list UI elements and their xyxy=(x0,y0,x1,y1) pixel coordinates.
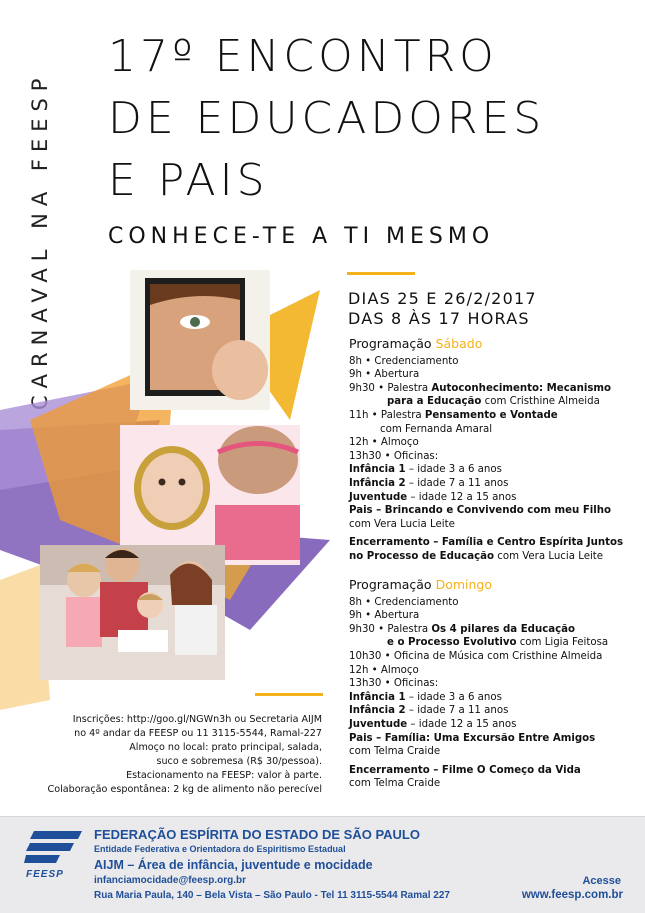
sat-item: 11h • Palestra Pensamento e Vontade xyxy=(349,409,558,421)
title-line-1: 17º ENCONTRO xyxy=(108,31,498,82)
dates-line-2: DAS 8 ÀS 17 HORAS xyxy=(348,309,530,328)
feesp-logo-text: FEESP xyxy=(26,869,64,880)
baby-head xyxy=(218,426,298,494)
sun-item: com Telma Craide xyxy=(349,746,441,758)
event-dates xyxy=(348,289,537,329)
sun-item: Pais – Família: Uma Excursão Entre Amigos xyxy=(349,732,596,744)
title-line-3: E PAIS xyxy=(108,155,269,206)
sunday-heading: Programação Domingo xyxy=(349,577,493,592)
sat-item: 9h • Abertura xyxy=(349,369,420,381)
sat-item: Infância 2 – idade 7 a 11 anos xyxy=(349,477,509,489)
book xyxy=(118,630,168,652)
feesp-logo-icon xyxy=(24,829,84,869)
sun-item: 8h • Credenciamento xyxy=(349,596,459,608)
baby-face-reflection xyxy=(141,453,203,523)
registration-line: Estacionamento na FEESP: valor à parte. xyxy=(126,770,322,781)
registration-line: suco e sobremesa (R$ 30/pessoa). xyxy=(156,756,322,767)
sun-item: 9h • Abertura xyxy=(349,610,420,622)
event-title xyxy=(108,26,545,212)
child-shirt-left xyxy=(66,597,102,647)
sat-item: Juventude – idade 12 a 15 anos xyxy=(349,491,517,503)
sun-item: Infância 2 – idade 7 a 11 anos xyxy=(349,705,509,717)
org-subtitle: Entidade Federativa e Orientadora do Espiritismo Estadual xyxy=(94,844,346,854)
website-link[interactable]: www.feesp.com.br xyxy=(521,889,623,901)
event-subtitle: CONHECE-TE A TI MESMO xyxy=(108,224,495,249)
sun-item: 9h30 • Palestra Os 4 pilares da Educação xyxy=(349,623,576,635)
baby-eye-left xyxy=(159,479,166,486)
sun-item: e o Processo Evolutivo com Ligia Feitosa xyxy=(387,637,609,649)
sun-item: com Telma Craide xyxy=(349,778,441,790)
registration-info xyxy=(22,713,322,797)
saturday-program xyxy=(349,337,639,564)
acesse-label: Acesse xyxy=(582,875,621,887)
title-line-2: DE EDUCADORES xyxy=(108,93,546,144)
sat-item: Pais – Brincando e Convivendo com meu Filho xyxy=(349,505,612,517)
sat-item: 9h30 • Palestra Autoconhecimento: Mecanismo xyxy=(349,382,612,394)
org-name: FEDERAÇÃO ESPÍRITA DO ESTADO DE SÃO PAULO xyxy=(94,827,420,842)
registration-line: Inscrições: http://goo.gl/NGWn3h ou Secretaria AIJM xyxy=(72,714,322,725)
side-text-carnaval: CARNAVAL NA FEESP xyxy=(28,71,52,410)
sun-item: Infância 1 – idade 3 a 6 anos xyxy=(349,691,502,703)
mother-shirt xyxy=(175,605,217,655)
sun-item: Encerramento – Filme O Começo da Vida xyxy=(349,764,581,776)
sat-item: 13h30 • Oficinas: xyxy=(349,450,439,462)
divider-top xyxy=(347,272,415,275)
sat-item: Encerramento – Família e Centro Espírita Juntos xyxy=(349,537,624,549)
sunday-program xyxy=(349,578,639,791)
footer xyxy=(0,816,645,913)
registration-line: Colaboração espontânea: 2 kg de alimento não perecível xyxy=(47,784,322,795)
dates-line-1: DIAS 25 E 26/2/2017 xyxy=(348,289,537,308)
sun-item: 13h30 • Oficinas: xyxy=(349,678,439,690)
divider-bottom xyxy=(255,693,323,696)
sat-item: no Processo de Educação com Vera Lucia Leite xyxy=(349,550,604,562)
contact-email[interactable]: infanciamocidade@feesp.org.br xyxy=(94,875,247,886)
sat-item: 12h • Almoço xyxy=(349,437,419,449)
decorative-collage xyxy=(0,260,345,730)
baby-eye-right xyxy=(179,479,186,486)
sunday-day: Domingo xyxy=(435,577,493,592)
sat-item: 8h • Credenciamento xyxy=(349,355,459,367)
sun-item: 10h30 • Oficina de Música com Cristhine Almeida xyxy=(349,650,603,662)
baby-dress xyxy=(215,505,300,560)
registration-line: Almoço no local: prato principal, salada, xyxy=(129,742,322,753)
hand xyxy=(212,340,268,400)
aijm-name: AIJM – Área de infância, juventude e mocidade xyxy=(94,858,373,872)
sat-item: para a Educação com Cristhine Almeida xyxy=(387,396,600,408)
sat-item: Infância 1 – idade 3 a 6 anos xyxy=(349,464,502,476)
sat-item: com Fernanda Amaral xyxy=(380,423,493,435)
eye-iris xyxy=(190,317,200,327)
saturday-day: Sábado xyxy=(435,336,483,351)
registration-line: no 4º andar da FEESP ou 11 3115-5544, Ramal-227 xyxy=(74,728,322,739)
sat-item: com Vera Lucia Leite xyxy=(349,518,455,530)
sun-item: 12h • Almoço xyxy=(349,664,419,676)
saturday-heading: Programação Sábado xyxy=(349,336,483,351)
sun-item: Juventude – idade 12 a 15 anos xyxy=(349,718,517,730)
contact-address: Rua Maria Paula, 140 – Bela Vista – São Paulo - Tel 11 3115-5544 Ramal 227 xyxy=(94,890,450,901)
